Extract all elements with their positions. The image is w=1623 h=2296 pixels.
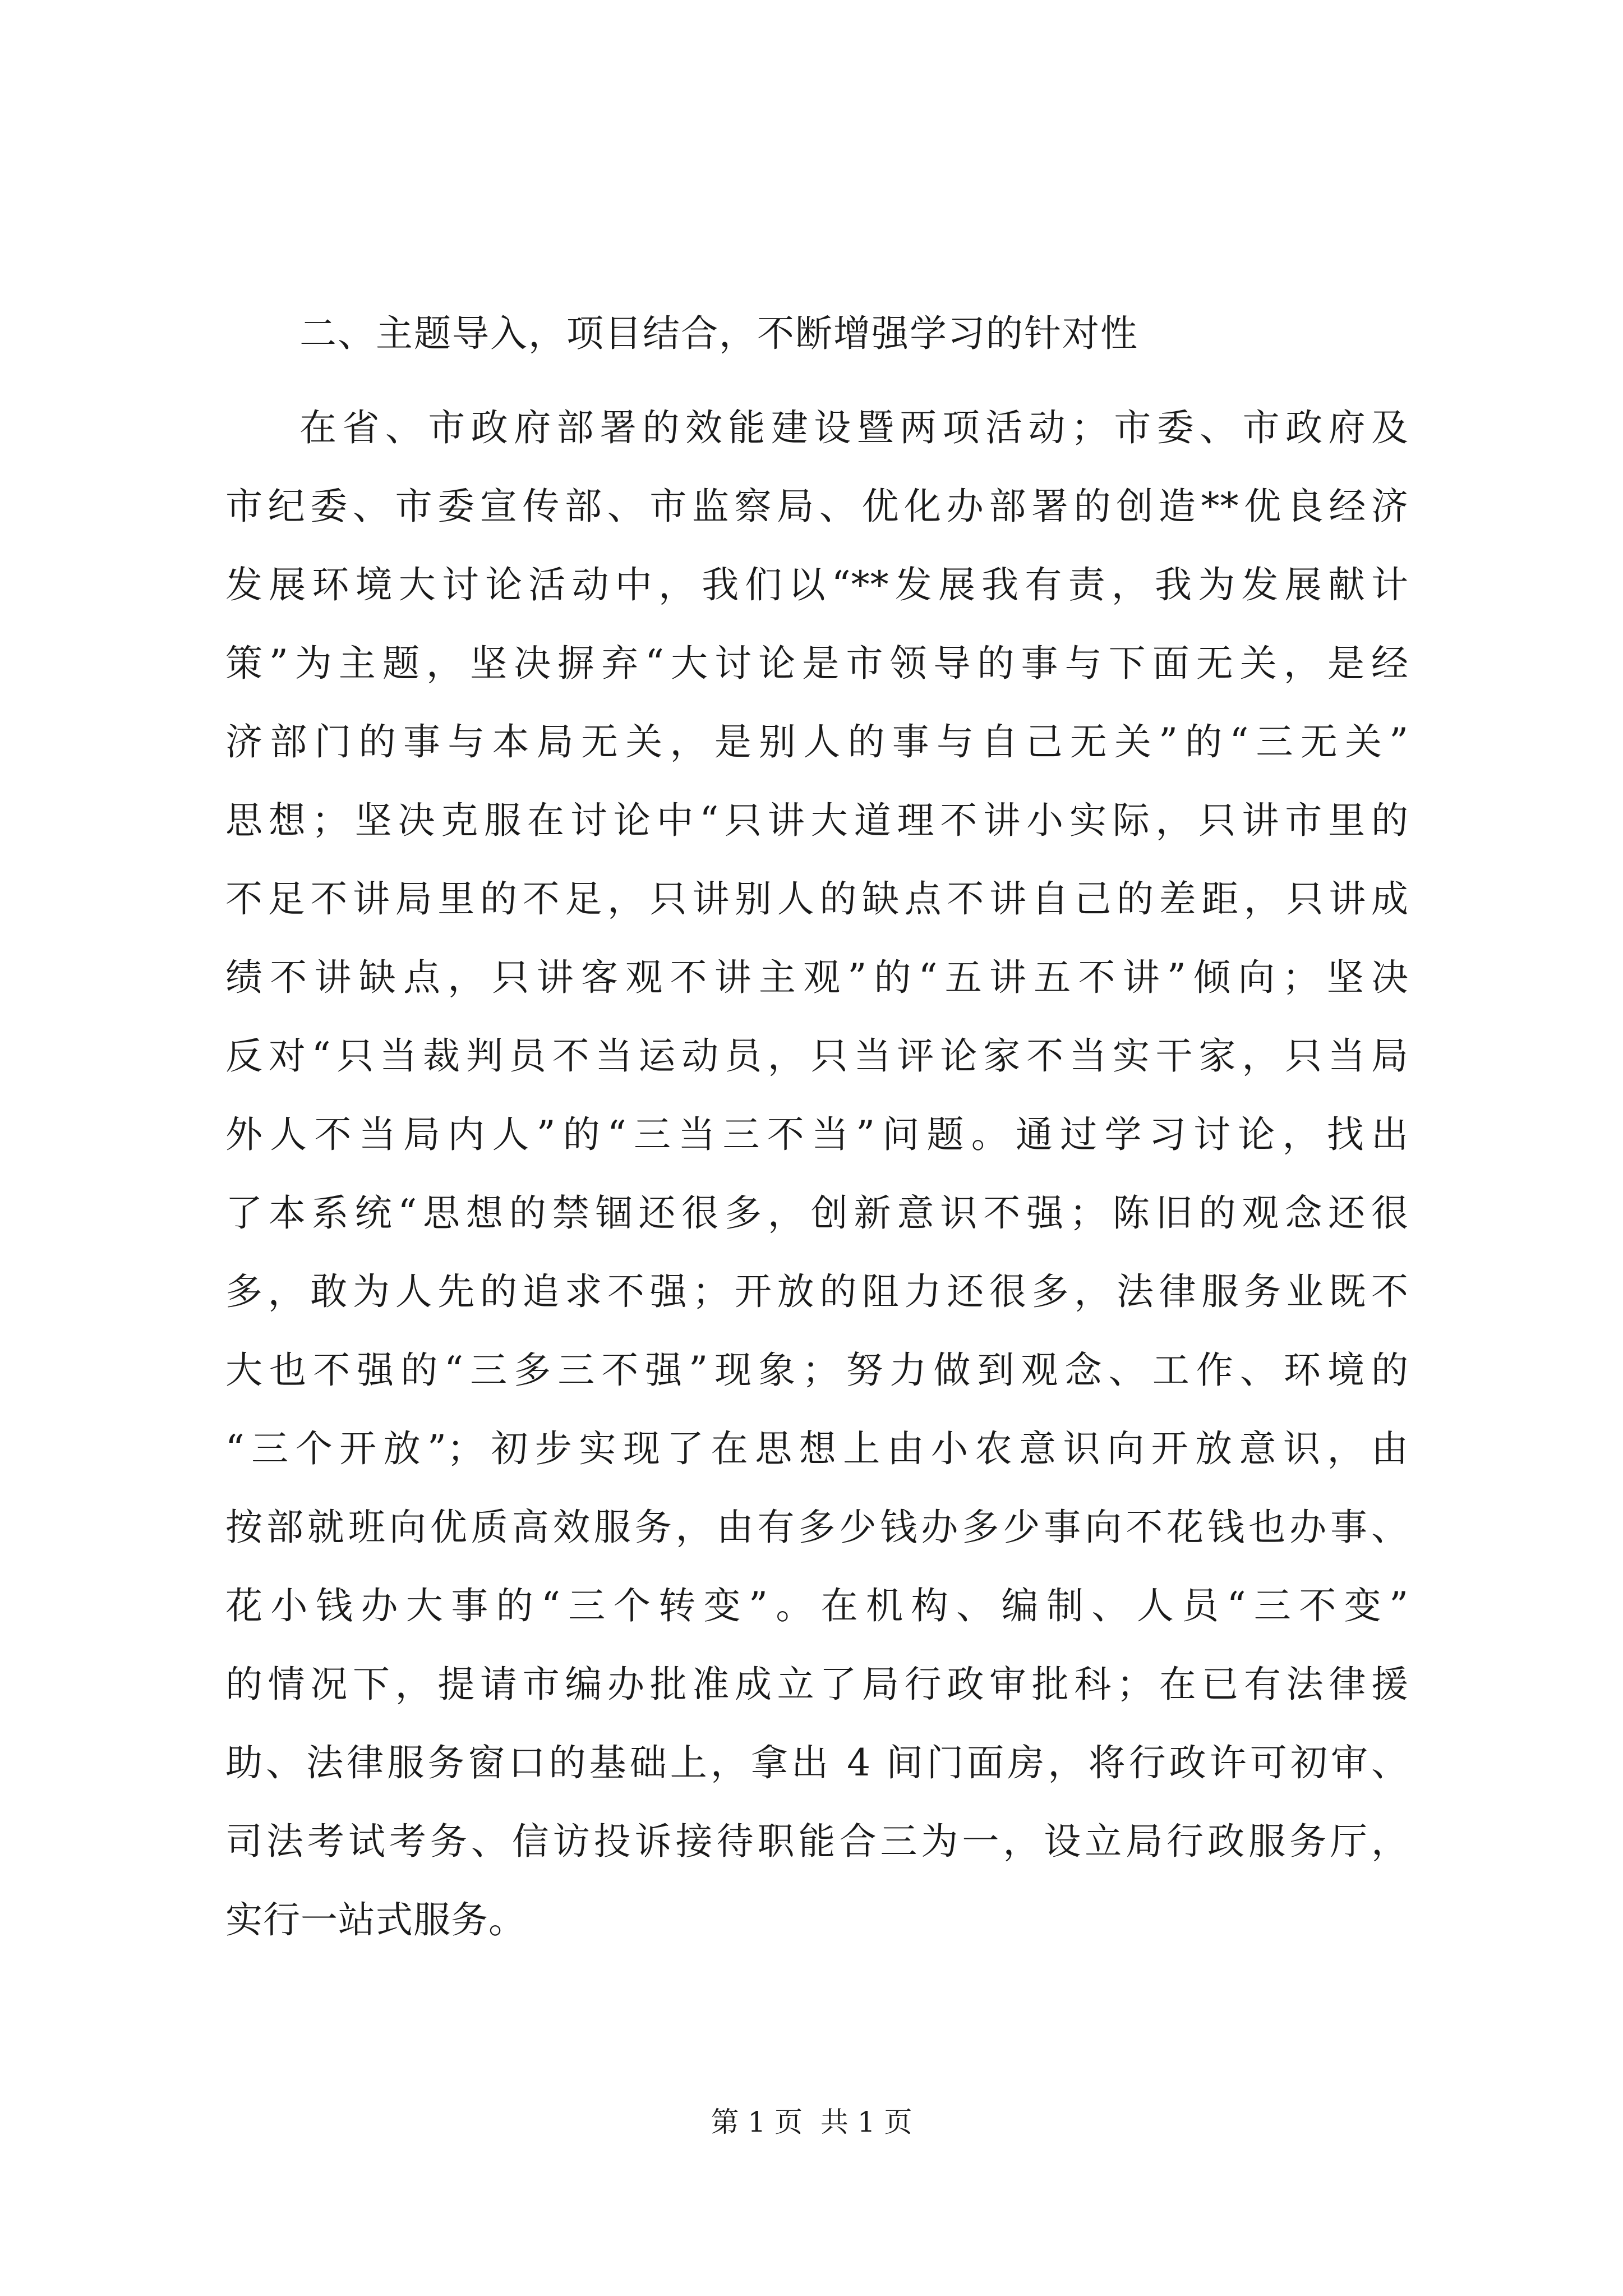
page-footer: 第 1 页 共 1 页 xyxy=(711,2106,912,2138)
paragraph-line: 助、法律服务窗口的基础上，拿出 4 间门面房，将行政许可初审、 xyxy=(225,1741,1409,1784)
paragraph-line: 策”为主题，坚决摒弃“大讨论是市领导的事与下面无关，是经 xyxy=(225,642,1409,685)
paragraph-line: 的情况下，提请市编办批准成立了局行政审批科；在已有法律援 xyxy=(225,1663,1409,1706)
paragraph-line: 司法考试考务、信访投诉接待职能合三为一，设立局行政服务厅， xyxy=(225,1820,1409,1863)
paragraph-line: 反对“只当裁判员不当运动员，只当评论家不当实干家，只当局 xyxy=(225,1034,1409,1078)
paragraph-line: 不足不讲局里的不足，只讲别人的缺点不讲自己的差距，只讲成 xyxy=(225,877,1409,921)
paragraph-line: 在省、市政府部署的效能建设暨两项活动；市委、市政府及 xyxy=(299,406,1409,449)
paragraph-line: 发展环境大讨论活动中，我们以“**发展我有责，我为发展献计 xyxy=(225,563,1409,606)
paragraph-line: 外人不当局内人”的“三当三不当”问题。通过学习讨论，找出 xyxy=(225,1113,1409,1156)
paragraph-line: 按部就班向优质高效服务，由有多少钱办多少事向不花钱也办事、 xyxy=(225,1506,1409,1549)
paragraph-line: 绩不讲缺点，只讲客观不讲主观”的“五讲五不讲”倾向；坚决 xyxy=(225,956,1409,999)
paragraph-line: 思想；坚决克服在讨论中“只讲大道理不讲小实际，只讲市里的 xyxy=(225,799,1409,842)
paragraph-line: 多，敢为人先的追求不强；开放的阻力还很多，法律服务业既不 xyxy=(225,1270,1409,1313)
paragraph-line: 实行一站式服务。 xyxy=(225,1898,526,1941)
paragraph-line: 市纪委、市委宣传部、市监察局、优化办部署的创造**优良经济 xyxy=(225,485,1409,528)
section-heading: 二、主题导入，项目结合，不断增强学习的针对性 xyxy=(299,312,1138,355)
paragraph-line: “三个开放”；初步实现了在思想上由小农意识向开放意识，由 xyxy=(225,1427,1409,1470)
paragraph-line: 大也不强的“三多三不强”现象；努力做到观念、工作、环境的 xyxy=(225,1349,1409,1392)
document-body xyxy=(225,306,1409,1959)
paragraph-line: 了本系统“思想的禁锢还很多，创新意识不强；陈旧的观念还很 xyxy=(225,1191,1409,1235)
paragraph-line: 花小钱办大事的“三个转变”。在机构、编制、人员“三不变” xyxy=(225,1584,1409,1627)
paragraph-line: 济部门的事与本局无关，是别人的事与自己无关”的“三无关” xyxy=(225,720,1409,763)
